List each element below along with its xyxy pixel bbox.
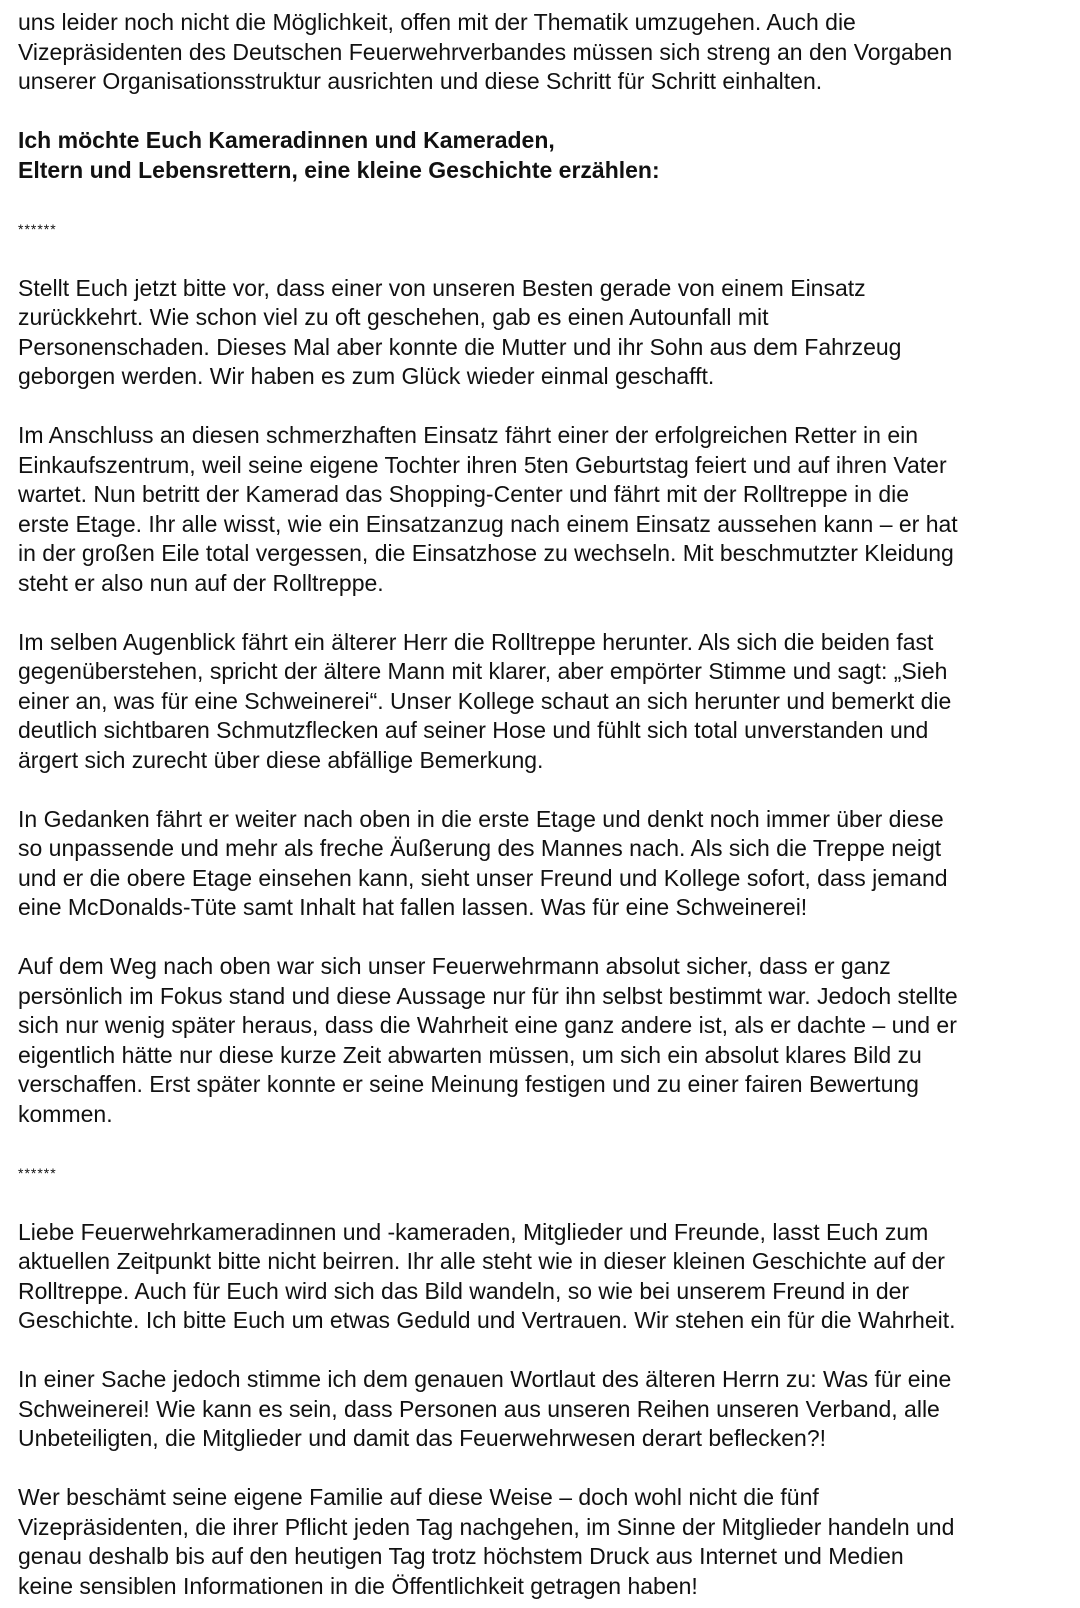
paragraph-story-3: Im selben Augenblick fährt ein älterer Herr die Rolltreppe herunter. Als sich die beiden fast gegenüberstehen, spricht der ältere Mann mit klarer, aber empörter Stimme und sagt: „Sieh einer an, was für eine Schweinerei“. Unser Kollege schaut an sich herunter und bemerkt die deutlich sichtbaren Schmutzflecken auf seiner Hose und fühlt sich total unverstanden und ärgert sich zurecht über diese abfällige Bemerkung. [18, 628, 952, 773]
paragraph-closing: Wer beschämt seine eigene Familie auf diese Weise – doch wohl nicht die fünf Vizepräsidenten, die ihrer Pflicht jeden Tag nachgehen, im Sinne der Mitglieder handeln und genau deshalb bis auf den heutigen Tag trotz höchstem Druck aus Internet und Medien keine sensiblen Informationen in die Öffentlichkeit getragen haben! [18, 1484, 955, 1599]
paragraph-story-1: Stellt Euch jetzt bitte vor, dass einer von unseren Besten gerade von einem Einsatz zurückkehrt. Wie schon viel zu oft geschehen, gab es einen Autounfall mit Personenschaden. Dieses Mal aber konnte die Mutter und ihr Sohn aus dem Fahrzeug geborgen werden. Wir haben es zum Glück wieder einmal geschafft. [18, 274, 902, 389]
paragraph-story-2: Im Anschluss an diesen schmerzhaften Einsatz fährt einer der erfolgreichen Retter in ein Einkaufszentrum, weil seine eigene Tochter ihren 5ten Geburtstag feiert und auf ihren Vater wartet. Nun betritt der Kamerad das Shopping-Center und fährt mit der Rolltreppe in die erste Etage. Ihr alle wisst, wie ein Einsatzanzug nach einem Einsatz aussehen kann – er hat in der großen Eile total vergessen, die Einsatzhose zu wechseln. Mit beschmutzter Kleidung steht er also nun auf der Rolltreppe. [18, 422, 958, 596]
story-heading: Ich möchte Euch Kameradinnen und Kameraden, Eltern und Lebensrettern, eine kleine Geschichte erzählen: [18, 127, 660, 183]
separator-stars: ****** [18, 1164, 57, 1181]
paragraph-intro: uns leider noch nicht die Möglichkeit, offen mit der Thematik umzugehen. Auch die Vizepräsidenten des Deutschen Feuerwehrverbandes müssen sich streng an den Vorgaben unserer Organisationsstruktur ausrichten und diese Schritt für Schritt einhalten. [18, 9, 953, 94]
paragraph-story-4: In Gedanken fährt er weiter nach oben in die erste Etage und denkt noch immer über diese so unpassende und mehr als freche Äußerung des Mannes nach. Als sich die Treppe neigt und er die obere Etage einsehen kann, sieht unser Freund und Kollege sofort, dass jemand eine McDonalds-Tüte samt Inhalt hat fallen lassen. Was für eine Schweinerei! [18, 805, 948, 920]
document-page [18, 8, 1068, 1601]
paragraph-story-5: Auf dem Weg nach oben war sich unser Feuerwehrmann absolut sicher, dass er ganz persönlich im Fokus stand und diese Aussage nur für ihn selbst bestimmt war. Jedoch stellte sich nur wenig später heraus, dass die Wahrheit eine ganz andere ist, als er dachte – und er eigentlich hätte nur diese kurze Zeit abwarten müssen, um sich ein absolut klares Bild zu verschaffen. Erst später konnte er seine Meinung festigen und zu einer fairen Bewertung kommen. [18, 953, 958, 1127]
separator-stars: ****** [18, 220, 57, 237]
paragraph-appeal: Liebe Feuerwehrkameradinnen und -kameraden, Mitglieder und Freunde, lasst Euch zum aktuellen Zeitpunkt bitte nicht beirren. Ihr alle steht wie in dieser kleinen Geschichte auf der Rolltreppe. Auch für Euch wird sich das Bild wandeln, so wie bei unserem Freund in der Geschichte. Ich bitte Euch um etwas Geduld und Vertrauen. Wir stehen ein für die Wahrheit. [18, 1218, 956, 1333]
paragraph-agreement: In einer Sache jedoch stimme ich dem genauen Wortlaut des älteren Herrn zu: Was für eine Schweinerei! Wie kann es sein, dass Personen aus unseren Reihen unseren Verband, alle Unbeteiligten, die Mitglieder und damit das Feuerwehrwesen derart beflecken?! [18, 1366, 952, 1451]
